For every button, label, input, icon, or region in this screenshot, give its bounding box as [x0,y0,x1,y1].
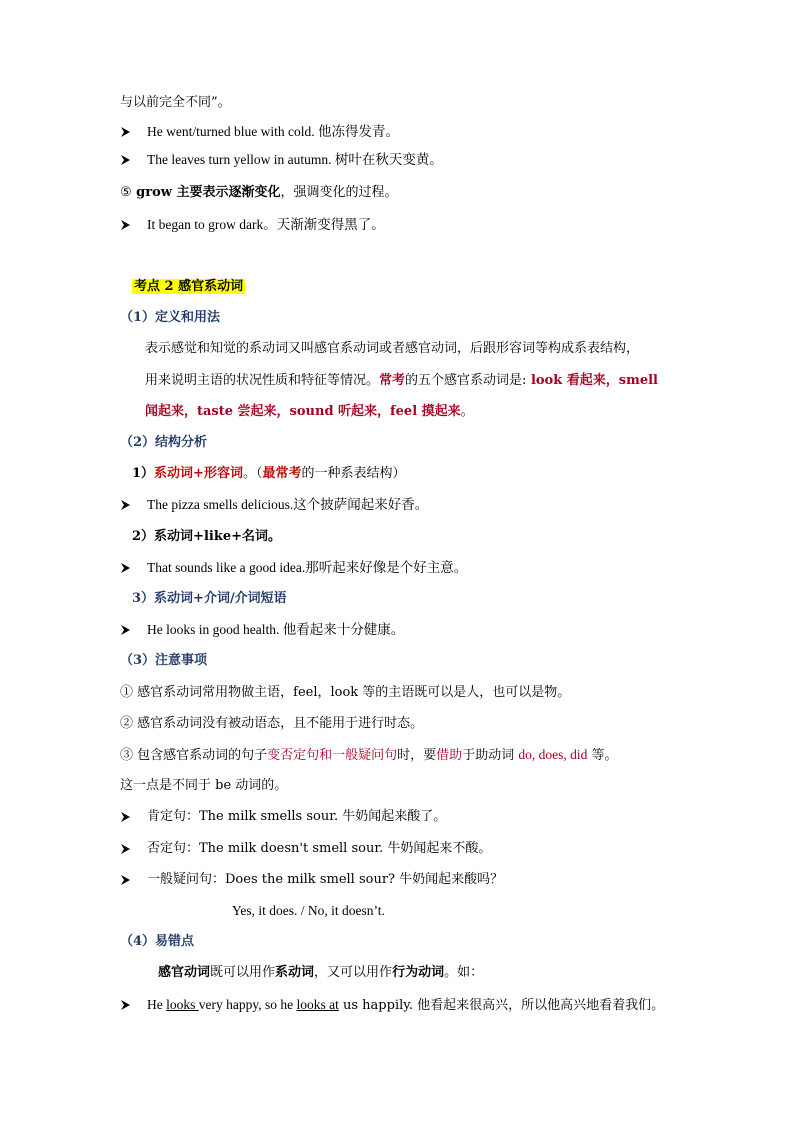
example-sentence: 肯定句：The milk smells sour. 牛奶闻起来酸了。 [147,809,447,824]
example-sentence: He went/turned blue with cold. 他冻得发青。 [147,124,399,139]
note-item: ② 感官系动词没有被动语态，且不能用于进行时态。 [120,716,424,731]
rule-text: ，强调变化的过程。 [280,185,398,200]
rule-bold: grow 主要表示逐渐变化 [131,185,281,200]
paragraph-line: 闻起来，taste 尝起来，sound 听起来，feel 摸起来。 [145,404,474,419]
arrow-bullet-icon [120,621,131,639]
heading-definition: （1）定义和用法 [120,310,221,325]
arrow-bullet-icon [120,996,131,1014]
heading-pitfalls: （4）易错点 [120,934,195,949]
heading-notes: （3）注意事项 [120,653,208,668]
example-answer: Yes, it does. / No, it doesn’t. [232,903,385,918]
arrow-bullet-icon [120,840,131,858]
example-sentence: The pizza smells delicious.这个披萨闻起来好香。 [147,497,429,512]
rule-line [120,184,398,202]
text-line: 与以前完全不同”。 [120,95,231,110]
example-sentence: 一般疑问句：Does the milk smell sour? 牛奶闻起来酸吗？ [147,872,504,887]
note-item: ① 感官系动词常用物做主语，feel，look 等的主语既可以是人，也可以是物。 [120,685,571,700]
arrow-bullet-icon [120,871,131,889]
circled-number: ⑤ [120,185,132,200]
structure-item: 3）系动词+介词/介词短语 [132,591,287,606]
arrow-bullet-icon [120,123,131,141]
structure-item: 2）系动词+like+名词。 [132,529,281,544]
paragraph-line: 表示感觉和知觉的系动词又叫感官系动词或者感官动词，后跟形容词等构成系表结构， [145,341,640,356]
paragraph-line: 用来说明主语的状况性质和特征等情况。常考的五个感官系动词是: look 看起来，smell [145,373,658,388]
section-title: 考点 2 感官系动词 [134,279,244,294]
heading-structure: （2）结构分析 [120,435,208,450]
example-sentence: That sounds like a good idea.那听起来好像是个好主意。 [147,560,468,575]
arrow-bullet-icon [120,151,131,169]
structure-item: 1）系动词+形容词。（最常考的一种系表结构） [132,466,406,481]
example-sentence: The leaves turn yellow in autumn. 树叶在秋天变黄。 [147,152,443,167]
arrow-bullet-icon [120,808,131,826]
arrow-bullet-icon [120,216,131,234]
paragraph-line: 感官动词既可以用作系动词，又可以用作行为动词。如： [158,965,484,980]
example-sentence: It began to grow dark。天渐渐变得黑了。 [147,217,385,232]
note-item: 这一点是不同于 be 动词的。 [120,778,288,793]
example-sentence: He looks very happy, so he looks at us happily. 他看起来很高兴，所以他高兴地看着我们。 [147,997,665,1013]
example-sentence: He looks in good health. 他看起来十分健康。 [147,622,405,637]
example-sentence: 否定句：The milk doesn't smell sour. 牛奶闻起来不酸。 [147,841,492,856]
arrow-bullet-icon [120,559,131,577]
arrow-bullet-icon [120,496,131,514]
note-item: ③ 包含感官系动词的句子变否定句和一般疑问句时，要借助于助动词 do, does, did 等。 [120,747,618,763]
